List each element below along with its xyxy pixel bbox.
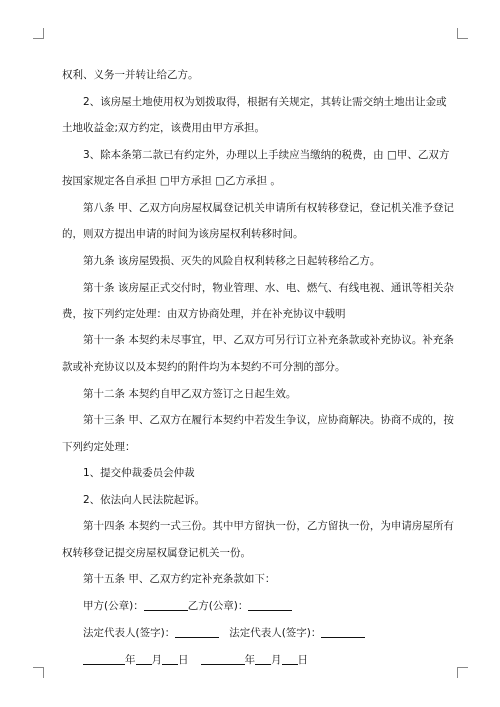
paragraph-line: 第十五条 甲、乙双方约定补充条款如下： [83,573,276,585]
seal-row [83,599,292,613]
month-label-a: 月 [151,654,162,666]
rep-b-label: 法定代表人(签字)： [229,627,322,639]
rep-b-blank [321,626,365,638]
rep-a-label: 法定代表人(签字)： [83,627,176,639]
paragraph-line: 第九条 该房屋毁损、灭失的风险自权利转移之日起转移给乙方。 [83,255,381,267]
crop-mark-top-left [33,28,44,39]
rep-a-blank [175,626,219,638]
paragraph-line: 1、提交仲裁委员会仲裁 [83,467,195,479]
paragraph-line: 第十一条 本契约未尽事宜，甲、乙双方可另行订立补充条款或补充协议。补充条 [83,334,454,346]
paragraph-line: 权利、义务一并转让给乙方。 [62,69,199,81]
day-blank-a [162,653,178,665]
paragraph-line: 的，则双方提出申请的时间为该房屋权利转移时间。 [62,228,304,240]
representative-row [83,626,365,640]
month-blank-a [136,653,152,665]
month-label-b: 月 [271,654,282,666]
crop-mark-bottom-left [33,667,44,678]
year-label-a: 年 [125,654,136,666]
paragraph-line: 2、依法向人民法院起诉。 [83,494,206,506]
paragraph-line: 第十二条 本契约自甲乙双方签订之日起生效。 [83,388,297,400]
party-b-seal-blank [248,599,292,611]
paragraph-line: 权转移登记提交房屋权属登记机关一份。 [62,547,251,559]
year-blank-a [83,653,125,665]
paragraph-line: 第八条 甲、乙双方向房屋权属登记机关申请所有权转移登记，登记机关准予登记 [83,202,454,214]
year-label-b: 年 [244,654,255,666]
paragraph-line: 下列约定处理： [62,441,136,453]
paragraph-line: 第十三条 甲、乙双方在履行本契约中若发生争议，应协商解决。协商不成的，按 [83,414,454,426]
paragraph-line: 款或补充协议以及本契约的附件均为本契约不可分割的部分。 [62,361,346,373]
party-a-seal-blank [144,599,188,611]
paragraph-line: 2、该房屋土地使用权为划拨取得，根据有关规定，其转让需交纳土地出让金或 [83,96,447,108]
paragraph-line: 第十条 该房屋正式交付时，物业管理、水、电、燃气、有线电视、通讯等相关杂 [83,282,454,294]
crop-mark-bottom-right [457,667,468,678]
paragraph-line: 按国家规定各自承担 □甲方承担 □乙方承担 。 [62,175,281,187]
paragraph-line: 3、除本条第二款已有约定外，办理以上手续应当缴纳的税费，由 □甲、乙双方 [83,149,450,161]
paragraph-line: 费，按下列约定处理：由双方协商处理，并在补充协议中载明 [62,308,346,320]
day-blank-b [282,653,298,665]
day-label-a: 日 [178,654,189,666]
crop-mark-top-right [457,28,468,39]
date-row [83,653,308,667]
year-blank-b [201,653,245,665]
paragraph-line: 土地收益金;双方约定，该费用由甲方承担。 [62,122,266,134]
month-blank-b [255,653,271,665]
party-b-seal-label: 乙方(公章)： [187,600,249,612]
paragraph-line: 第十四条 本契约一式三份。其中甲方留执一份，乙方留执一份，为申请房屋所有 [83,520,454,532]
party-a-seal-label: 甲方(公章)： [83,600,144,612]
day-label-b: 日 [297,654,308,666]
